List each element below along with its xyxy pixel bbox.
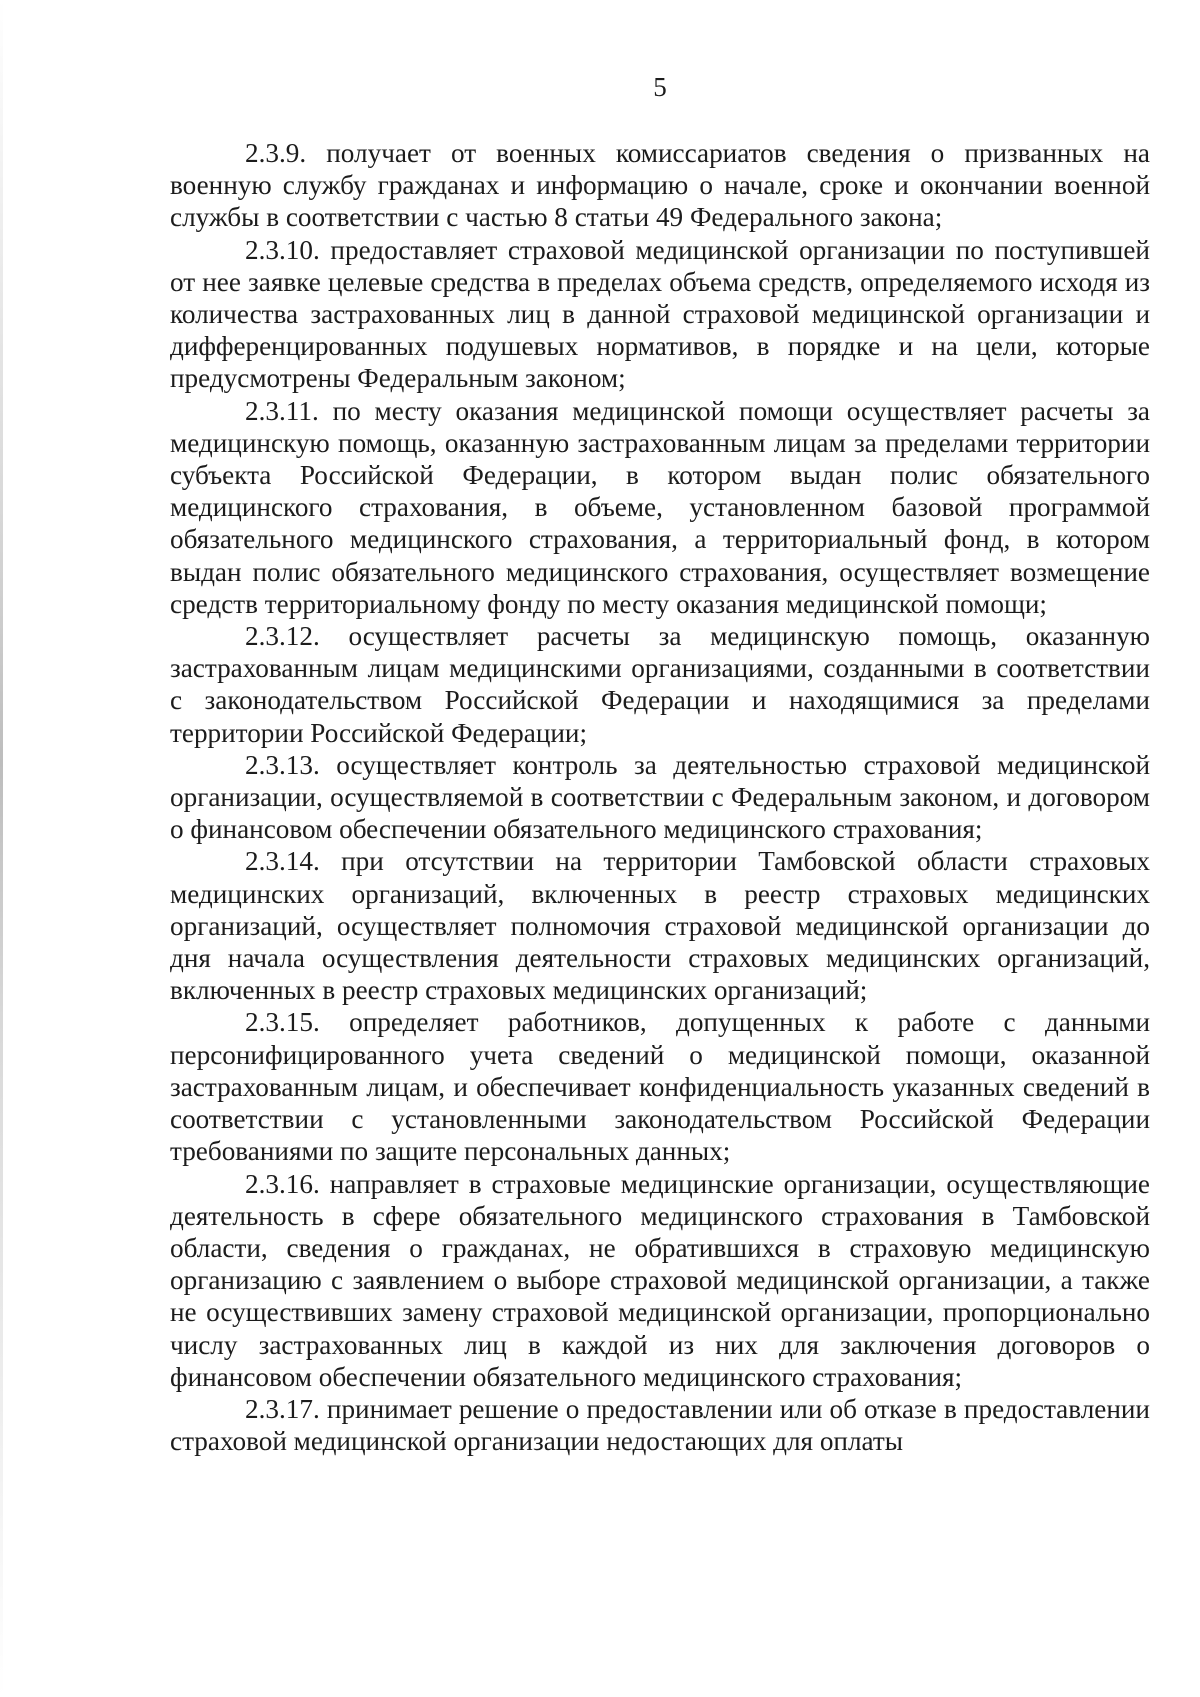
document-body (170, 137, 1150, 1457)
scan-edge-shadow (0, 0, 3, 1697)
paragraph-2-3-16: 2.3.16. направляет в страховые медицинские организации, осуществляющие деятельность в сфере обязательного медицинского страхования в Тамбовской области, сведения о гражданах, не обратившихся в страховую медицинскую организацию с заявлением о выборе страховой медицинской организации, а также не осуществивших замену страховой медицинской организации, пропорционально числу застрахованных лиц в каждой из них для заключения договоров о финансовом обеспечении обязательного медицинского страхования; (170, 1168, 1150, 1392)
paragraph-2-3-9: 2.3.9. получает от военных комиссариатов сведения о призванных на военную службу гражданах и информацию о начале, сроке и окончании военной службы в соответствии с частью 8 статьи 49 Федерального закона; (170, 138, 1150, 233)
paragraph-2-3-11: 2.3.11. по месту оказания медицинской помощи осуществляет расчеты за медицинскую помощь, оказанную застрахованным лицам за пределами территории субъекта Российской Федерации, в котором выдан полис обязательного медицинского страхования, в объеме, установленном базовой программой обязательного медицинского страхования, а территориальный фонд, в котором выдан полис обязательного медицинского страхования, осуществляет возмещение средств территориальному фонду по месту оказания медицинской помощи; (170, 395, 1150, 619)
paragraph-2-3-17: 2.3.17. принимает решение о предоставлении или об отказе в предоставлении страховой медицинской организации недостающих для оплаты (170, 1393, 1150, 1457)
paragraph-2-3-12: 2.3.12. осуществляет расчеты за медицинскую помощь, оказанную застрахованным лицам медицинскими организациями, созданными в соответствии с законодательством Российской Федерации и находящимися за пределами территории Российской Федерации; (170, 621, 1150, 748)
page-number: 5 (653, 72, 667, 102)
paragraph-2-3-14: 2.3.14. при отсутствии на территории Тамбовской области страховых медицинских организаций, включенных в реестр страховых медицинских организаций, осуществляет полномочия страховой медицинской организации до дня начала осуществления деятельности страховых медицинских организаций, включенных в реестр страховых медицинских организаций; (170, 846, 1150, 1006)
paragraph-2-3-13: 2.3.13. осуществляет контроль за деятельностью страховой медицинской организации, осуществляемой в соответствии с Федеральным законом, и договором о финансовом обеспечении обязательного медицинского страхования; (170, 749, 1150, 845)
paragraph-2-3-10: 2.3.10. предоставляет страховой медицинской организации по поступившей от нее заявке целевые средства в пределах объема средств, определяемого исходя из количества застрахованных лиц в данной страховой медицинской организации и дифференцированных подушевых нормативов, в порядке и на цели, которые предусмотрены Федеральным законом; (170, 234, 1150, 394)
paragraph-2-3-15: 2.3.15. определяет работников, допущенных к работе с данными персонифицированного учета сведений о медицинской помощи, оказанной застрахованным лицам, и обеспечивает конфиденциальность указанных сведений в соответствии с установленными законодательством Российской Федерации требованиями по защите персональных данных; (170, 1007, 1150, 1167)
